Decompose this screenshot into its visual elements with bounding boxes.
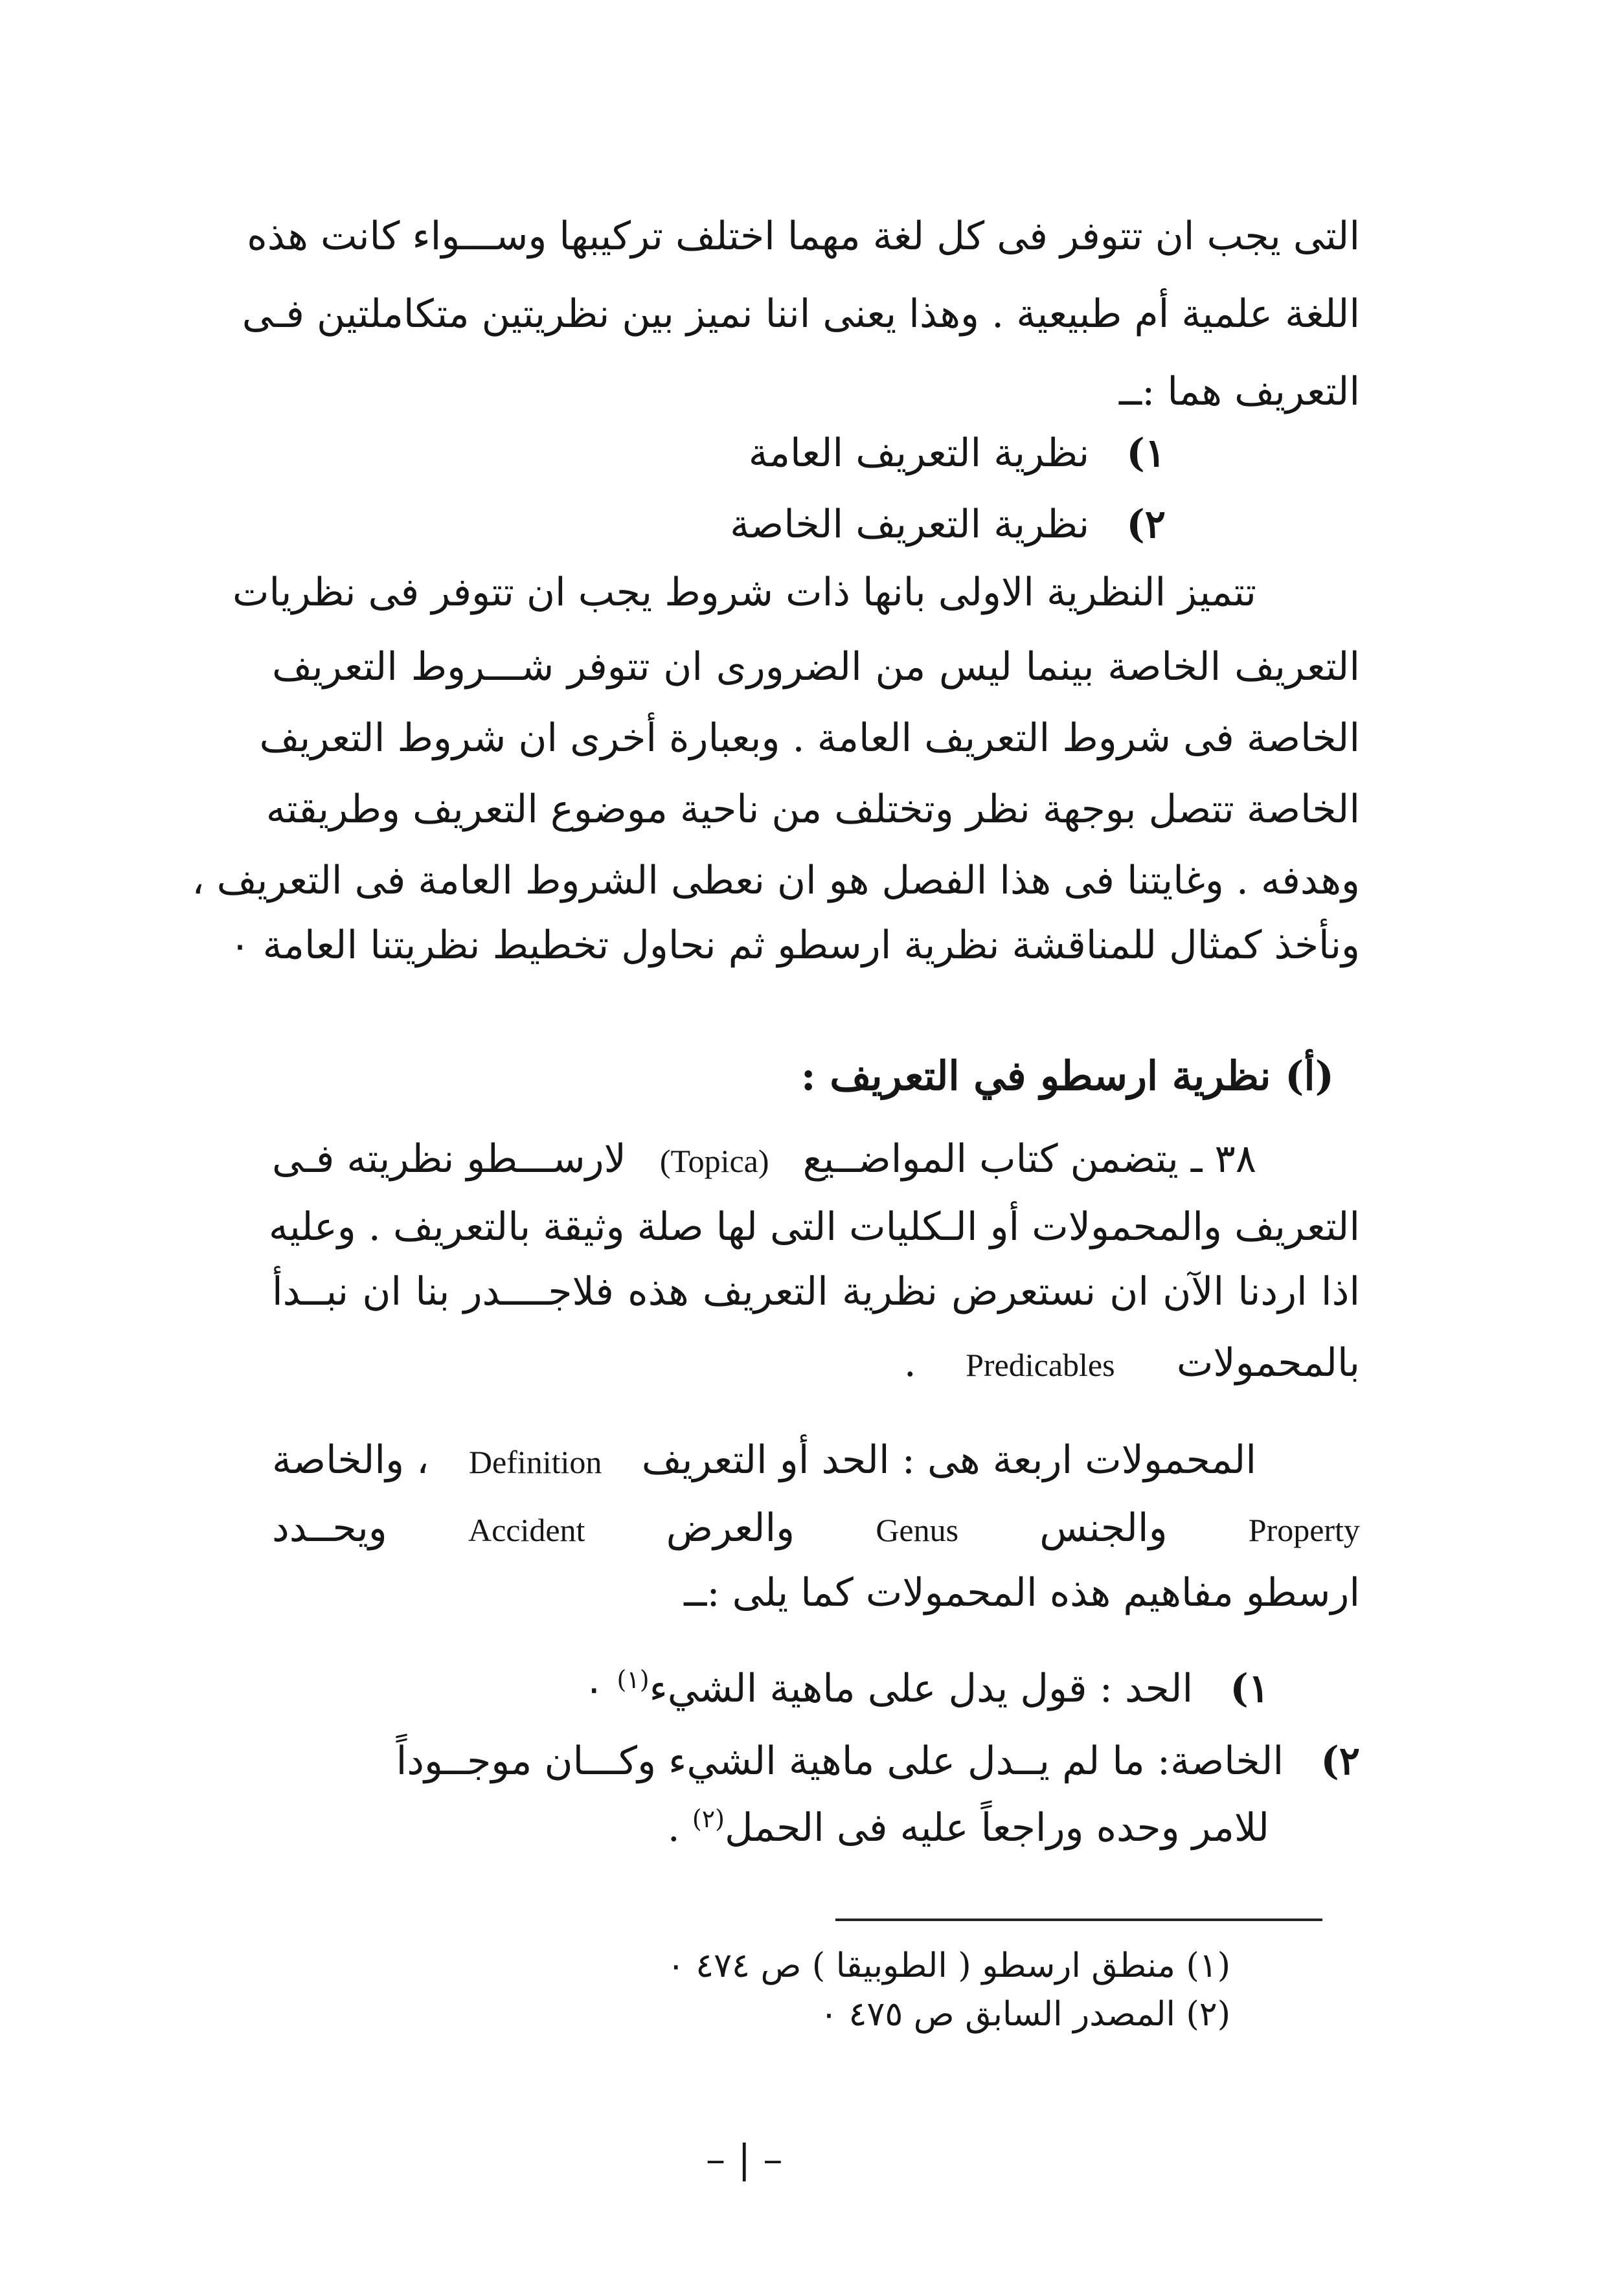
paragraph3-line-4-end: . [903,1340,916,1386]
paragraph4-term-6: ويحــدد [272,1505,387,1551]
list2-item-2-number: ٢) [1320,1739,1360,1784]
list1-item-2-text: نظرية التعريف الخاصة [730,502,1090,547]
footnote-separator [835,1919,1322,1921]
paragraph2-line-4: الخاصة تتصل بوجهة نظر وتختلف من ناحية موضوع التعريف وطريقته [266,787,1360,832]
paragraph2-line-1: تتميز النظرية الاولى بانها ذات شروط يجب ان تتوفر فى نظريات [232,570,1256,615]
paragraph4-term-4: والعرض [666,1505,795,1551]
paragraph2-line-6: ونأخذ كمثال للمناقشة نظرية ارسطو ثم نحاول تخطيط نظريتنا العامة ٠ [229,923,1360,968]
list2-item-1-tail: ٠ [583,1666,617,1711]
list2-item-2-cont-text: للامر وحده وراجعاً عليه فى الحمل [724,1805,1269,1851]
paragraph3-line-2: التعريف والمحمولات أو الـكليات التى لها صلة وثيقة بالتعريف . وعليه [268,1204,1360,1250]
list1-item-1 [748,431,1166,476]
paragraph2-line-2: التعريف الخاصة بينما ليس من الضرورى ان تتوفر شـــروط التعريف [272,644,1360,690]
paragraph4-accident: Accident [468,1512,585,1548]
paragraph3-line-1-start: ٣٨ ـ يتضمن كتاب المواضــيع [802,1136,1256,1182]
paragraph2-line-5: وهدفه . وغايتنا فى هذا الفصل هو ان نعطى الشروط العامة فى التعريف ، [192,858,1360,903]
paragraph3-line-1-end: لارســـطو نظريته فـى [272,1136,626,1182]
list2-item-1-text: الحد : قول يدل على ماهية الشيء [649,1666,1194,1711]
list2-item-2 [396,1739,1360,1784]
list1-item-2-number: ٢) [1126,502,1166,547]
paragraph3-topica: (Topica) [659,1143,769,1179]
list1-item-1-text: نظرية التعريف العامة [748,431,1090,476]
list1-item-2 [730,502,1166,547]
footnote-ref-1: (١) [617,1665,650,1694]
paragraph3-line-3: اذا اردنا الآن ان نستعرض نظرية التعريف هذه فلاجــــدر بنا ان نبــدأ [272,1269,1360,1314]
list2-item-2-continuation [667,1805,1269,1851]
paragraph4-property: Property [1248,1512,1360,1548]
paragraph4-line-1 [272,1437,1256,1483]
paragraph4-line-1-end: ، والخاصة [272,1437,429,1483]
footnote-2: (٢) المصدر السابق ص ٤٧٥ ٠ [820,1995,1230,2034]
paragraph1-line-1: التى يجب ان تتوفر فى كل لغة مهما اختلف تركيبها وســـواء كانت هذه [247,214,1360,259]
page-number: – | – [706,2137,783,2182]
paragraph3-predicables: Predicables [966,1347,1115,1383]
paragraph4-line-2 [272,1505,1360,1551]
paragraph3-line-4 [903,1340,1360,1386]
paragraph4-line-3: ارسطو مفاهيم هذه المحمولات كما يلى :ــ [684,1570,1360,1615]
footnote-ref-2: (٢) [692,1805,725,1833]
paragraph2-line-3: الخاصة فى شروط التعريف العامة . وبعبارة أخرى ان شروط التعريف [259,715,1360,761]
paragraph3-line-1 [272,1136,1256,1182]
list2-item-2-tail: . [667,1805,692,1851]
paragraph1-line-2: اللغة علمية أم طبيعية . وهذا يعنى اننا نميز بين نظريتين متكاملتين فـى [242,291,1360,337]
paragraph1-line-3: التعريف هما :ــ [1118,369,1360,414]
paragraph4-term-2: والجنس [1039,1505,1168,1551]
list2-item-2-text: الخاصة: ما لم يــدل على ماهية الشيء وكـــان موجــوداً [396,1739,1284,1784]
list2-item-1 [583,1665,1269,1711]
footnote-1: (١) منطق ارسطو ( الطوبيقا ) ص ٤٧٤ ٠ [666,1946,1230,1985]
list1-item-1-number: ١) [1126,431,1166,476]
paragraph4-definition: Definition [468,1444,602,1480]
section-heading: (أ) نظرية ارسطو في التعريف : [800,1052,1334,1099]
paragraph4-genus: Genus [876,1512,959,1548]
list2-item-1-number: ١) [1230,1666,1269,1711]
paragraph3-line-4-arabic: بالمحمولات [1176,1340,1360,1386]
paragraph4-line-1-start: المحمولات اربعة هى : الحد أو التعريف [641,1437,1256,1483]
